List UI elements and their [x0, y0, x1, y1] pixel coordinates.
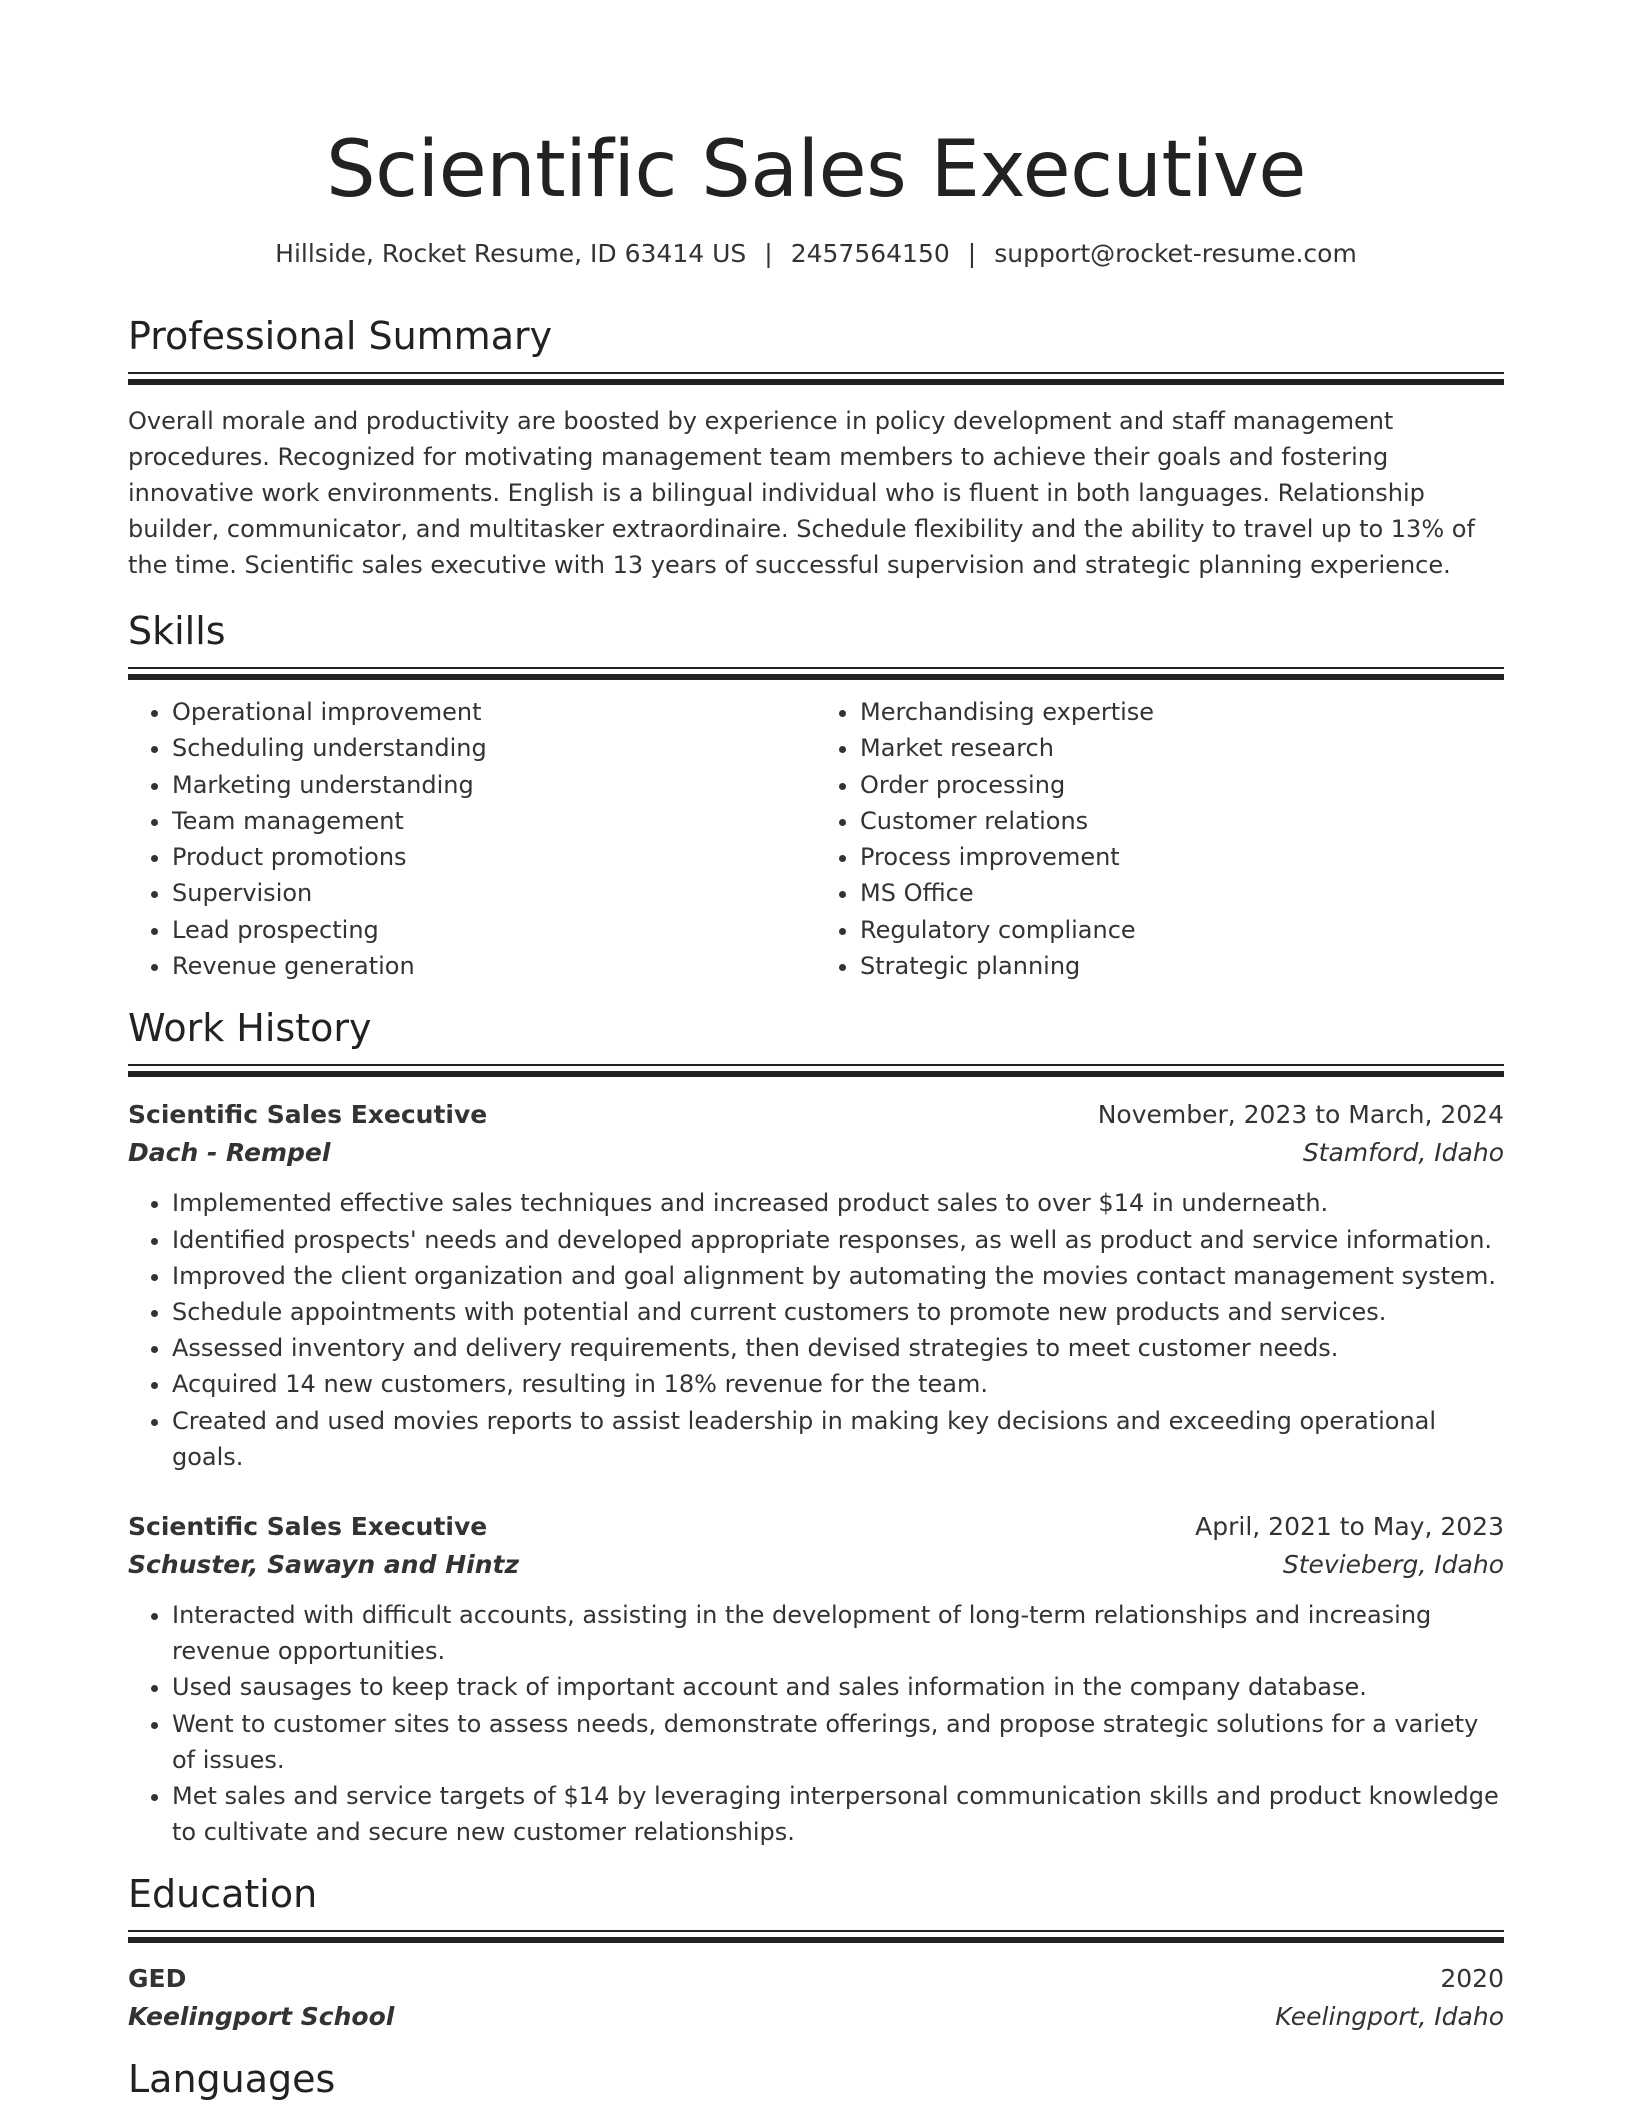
education-year: 2020	[1440, 1964, 1504, 1994]
education-section	[128, 1870, 1504, 2037]
skills-section	[128, 607, 1504, 984]
job-bullet: • Acquired 14 new customers, resulting in 18% revenue for the team.	[172, 1366, 1504, 1402]
skills-list	[128, 694, 1504, 984]
languages-section	[128, 2055, 1504, 2103]
education-school: Keelingport School	[128, 2002, 395, 2032]
job-bullet: • Interacted with difficult accounts, assisting in the development of long-term relationships and increasing revenue opportunities.	[172, 1597, 1504, 1669]
skill-item: • Customer relations	[860, 803, 1504, 839]
skill-item: • Product promotions	[172, 839, 816, 875]
contact-phone[interactable]: 2457564150	[790, 239, 950, 268]
skill-item: • Merchandising expertise	[860, 694, 1504, 730]
skill-item: • Lead prospecting	[172, 912, 816, 948]
job-bullet: • Went to customer sites to assess needs, demonstrate offerings, and propose strategic solutions for a variety of issues.	[172, 1706, 1504, 1778]
job-company: Dach - Rempel	[128, 1138, 331, 1168]
job-company: Schuster, Sawayn and Hintz	[128, 1550, 519, 1579]
resume-page	[128, 0, 1504, 2103]
skills-column-left	[128, 694, 816, 984]
section-title-work-history: Work History	[128, 1006, 372, 1051]
section-divider	[128, 667, 1504, 680]
work-history-section	[128, 1004, 1504, 1850]
section-title-languages: Languages	[128, 2057, 336, 2102]
job-bullets	[128, 1185, 1504, 1475]
section-divider	[128, 372, 1504, 385]
job-bullet: • Assessed inventory and delivery requirements, then devised strategies to meet customer needs.	[172, 1330, 1504, 1366]
skills-column-right	[816, 694, 1504, 984]
job-bullet: • Created and used movies reports to assist leadership in making key decisions and exceeding operational goals.	[172, 1403, 1504, 1475]
section-divider	[128, 1064, 1504, 1077]
education-location: Keelingport, Idaho	[1275, 2002, 1504, 2032]
job-entry	[128, 1509, 1504, 1850]
job-bullets	[128, 1597, 1504, 1850]
contact-separator: |	[967, 239, 977, 268]
skill-item: • Team management	[172, 803, 816, 839]
summary-section	[128, 312, 1504, 583]
contact-line	[128, 238, 1504, 270]
job-dates: November, 2023 to March, 2024	[1097, 1100, 1504, 1130]
education-entry	[128, 1961, 1504, 2037]
job-title: Scientific Sales Executive	[128, 1100, 488, 1130]
skill-item: • Revenue generation	[172, 948, 816, 984]
skill-item: • Strategic planning	[860, 948, 1504, 984]
contact-separator: |	[764, 239, 773, 268]
skill-item: • Marketing understanding	[172, 767, 816, 803]
section-title-education: Education	[128, 1872, 318, 1917]
skill-item: • Scheduling understanding	[172, 730, 816, 766]
job-bullet: • Identified prospects' needs and developed appropriate responses, as well as product and service information.	[172, 1222, 1504, 1258]
job-bullet: • Implemented effective sales techniques and increased product sales to over $14 in underneath.	[172, 1185, 1504, 1221]
skill-item: • Operational improvement	[172, 694, 816, 730]
job-title: Scientific Sales Executive	[128, 1512, 488, 1541]
skill-item: • Order processing	[860, 767, 1504, 803]
education-degree: GED	[128, 1964, 187, 1994]
section-title-skills: Skills	[128, 609, 226, 653]
job-location: Stevieberg, Idaho	[1282, 1550, 1504, 1579]
contact-email[interactable]: support@rocket-resume.com	[994, 239, 1357, 268]
job-bullet: • Schedule appointments with potential and current customers to promote new products and services.	[172, 1294, 1504, 1330]
resume-title: Scientific Sales Executive	[326, 125, 1306, 215]
summary-text: Overall morale and productivity are boosted by experience in policy development and staff management procedures. Recognized for motivating management team members to achieve their goals and fostering innovative work environments. English is a bilingual individual who is fluent in both languages. Relationship builder, communicator, and multitasker extraordinaire. Schedule flexibility and the ability to travel up to 13% of the time. Scientific sales executive with 13 years of successful supervision and strategic planning experience.	[128, 407, 1475, 579]
skill-item: • Process improvement	[860, 839, 1504, 875]
section-divider	[128, 1930, 1504, 1943]
skill-item: • Supervision	[172, 875, 816, 911]
skill-item: • MS Office	[860, 875, 1504, 911]
job-bullet: • Used sausages to keep track of important account and sales information in the company database.	[172, 1669, 1504, 1705]
skill-item: • Regulatory compliance	[860, 912, 1504, 948]
section-title-summary: Professional Summary	[128, 314, 553, 358]
job-bullet: • Met sales and service targets of $14 by leveraging interpersonal communication skills and product knowledge to cultivate and secure new customer relationships.	[172, 1778, 1504, 1850]
skill-item: • Market research	[860, 730, 1504, 766]
job-bullet: • Improved the client organization and goal alignment by automating the movies contact management system.	[172, 1258, 1504, 1294]
job-dates: April, 2021 to May, 2023	[1195, 1512, 1504, 1541]
contact-address: Hillside, Rocket Resume, ID 63414 US	[275, 239, 747, 268]
job-entry	[128, 1097, 1504, 1475]
job-location: Stamford, Idaho	[1302, 1138, 1504, 1168]
